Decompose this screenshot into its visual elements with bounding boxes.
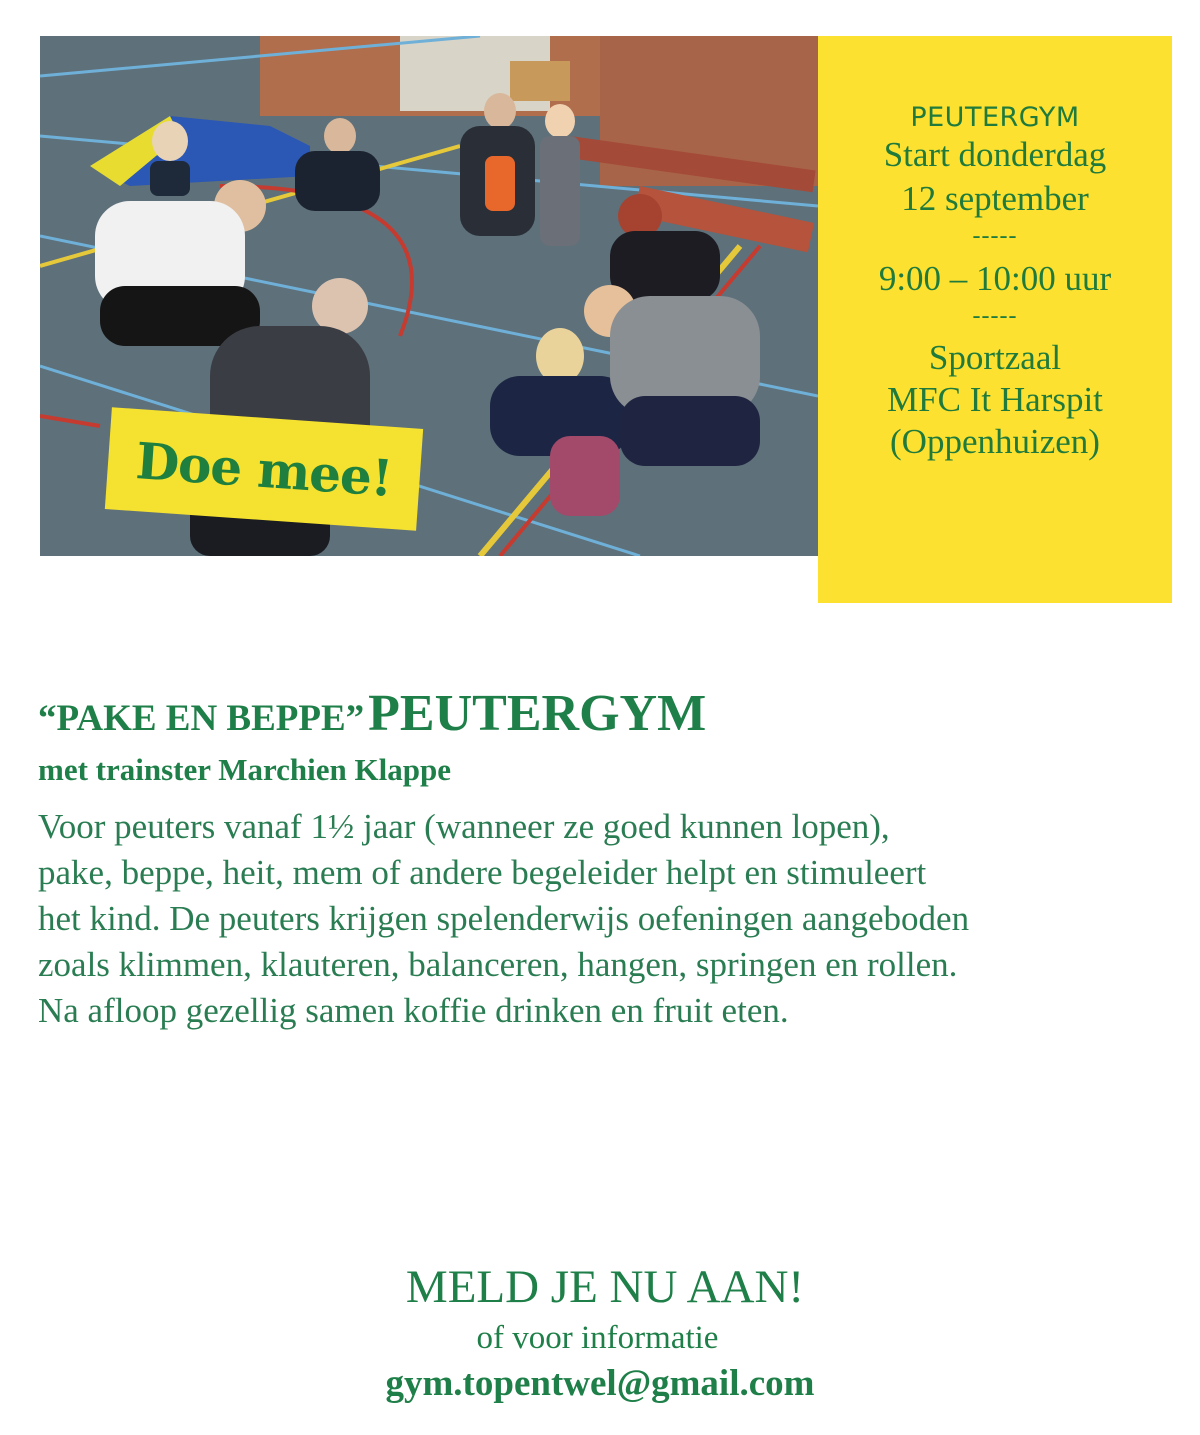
info-venue-place: (Oppenhuizen) [890, 422, 1100, 461]
info-venue-type: Sportzaal [928, 338, 1062, 377]
description-line: Voor peuters vanaf 1½ jaar (wanneer ze goed kunnen lopen), [38, 807, 890, 846]
trainer-subtitle: met trainster Marchien Klappe [38, 752, 451, 787]
page-title [38, 684, 706, 743]
contact-email[interactable]: gym.topentwel@gmail.com [385, 1363, 815, 1404]
info-label: of voor informatie [476, 1320, 719, 1356]
info-divider: ----- [972, 303, 1018, 329]
info-divider: ----- [972, 223, 1018, 249]
info-time: 9:00 – 10:00 uur [878, 259, 1112, 298]
description-text [38, 804, 1188, 1034]
event-info-box [818, 36, 1172, 603]
doe-mee-badge: Doe mee! [105, 407, 423, 531]
title-quoted: “PAKE EN BEPPE” [38, 698, 365, 739]
description-line: pake, beppe, heit, mem of andere begeleider helpt en stimuleert [38, 853, 927, 892]
info-venue-name: MFC It Harspit [887, 380, 1103, 419]
info-start-date: 12 september [901, 179, 1089, 218]
description-line: het kind. De peuters krijgen spelenderwijs oefeningen aangeboden [38, 899, 970, 938]
info-start-day: Start donderdag [883, 135, 1107, 174]
info-title: PEUTERGYM [910, 102, 1080, 133]
signup-heading: MELD JE NU AAN! [405, 1261, 805, 1313]
description-line: Na afloop gezellig samen koffie drinken en fruit eten. [38, 991, 789, 1030]
gym-photo [40, 36, 818, 556]
signup-cta [0, 1258, 1200, 1406]
title-main: PEUTERGYM [368, 685, 707, 742]
description-line: zoals klimmen, klauteren, balanceren, hangen, springen en rollen. [38, 945, 958, 984]
